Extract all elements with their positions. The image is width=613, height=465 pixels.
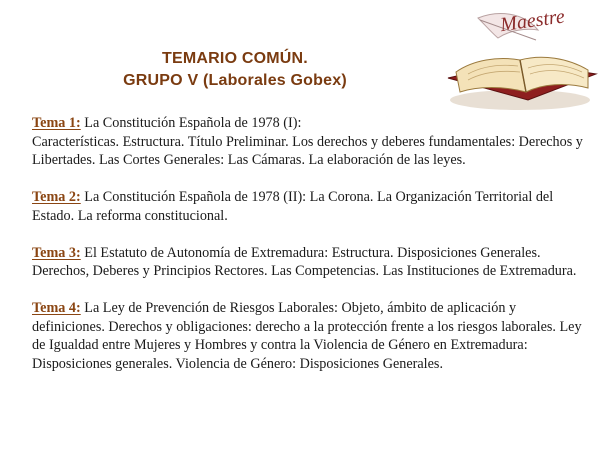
- tema-2-label: Tema 2:: [32, 189, 81, 205]
- open-book-quill-icon: [438, 0, 613, 120]
- title-line-1: TEMARIO COMÚN.: [162, 50, 308, 67]
- tema-4-label: Tema 4:: [32, 300, 81, 316]
- tema-1-text-first: La Constitución Española de 1978 (I):: [84, 115, 302, 131]
- tema-4: [32, 299, 592, 373]
- logo-text: Maestre: [498, 5, 567, 37]
- tema-1-label: Tema 1:: [32, 115, 81, 131]
- temario-content: [32, 114, 592, 392]
- tema-4-text: La Ley de Prevención de Riesgos Laborales: Objeto, ámbito de aplicación y definiciones. Derechos y obligaciones: derecho a la protección frente a los riesgos laborales. Ley de Igualdad entre Mujeres y Hombres y contra la Violencia de Género en Extremadura: Disposiciones generales. Violencia de Género: Disposiciones Generales.: [32, 300, 582, 372]
- title-line-2: GRUPO V (Laborales Gobex): [123, 72, 347, 89]
- tema-3-label: Tema 3:: [32, 244, 81, 261]
- tema-3-text: El Estatuto de Autonomía de Extremadura: Estructura. Disposiciones Generales. Derechos, Deberes y Principios Rectores. Las Competencias. Las Instituciones de Extremadura.: [32, 244, 577, 279]
- tema-1-text-rest: Características. Estructura. Título Preliminar. Los derechos y deberes fundamentales: Derechos y Libertades. Las Cortes Generales: Las Cámaras. La elaboración de las leyes.: [32, 133, 583, 168]
- tema-1: [32, 114, 592, 170]
- tema-3: [32, 244, 592, 281]
- tema-2: [32, 188, 592, 225]
- document-title: [70, 48, 400, 92]
- tema-2-text: La Constitución Española de 1978 (II): La Corona. La Organización Territorial del Estado. La reforma constitucional.: [32, 189, 554, 224]
- maestre-logo: [438, 0, 613, 120]
